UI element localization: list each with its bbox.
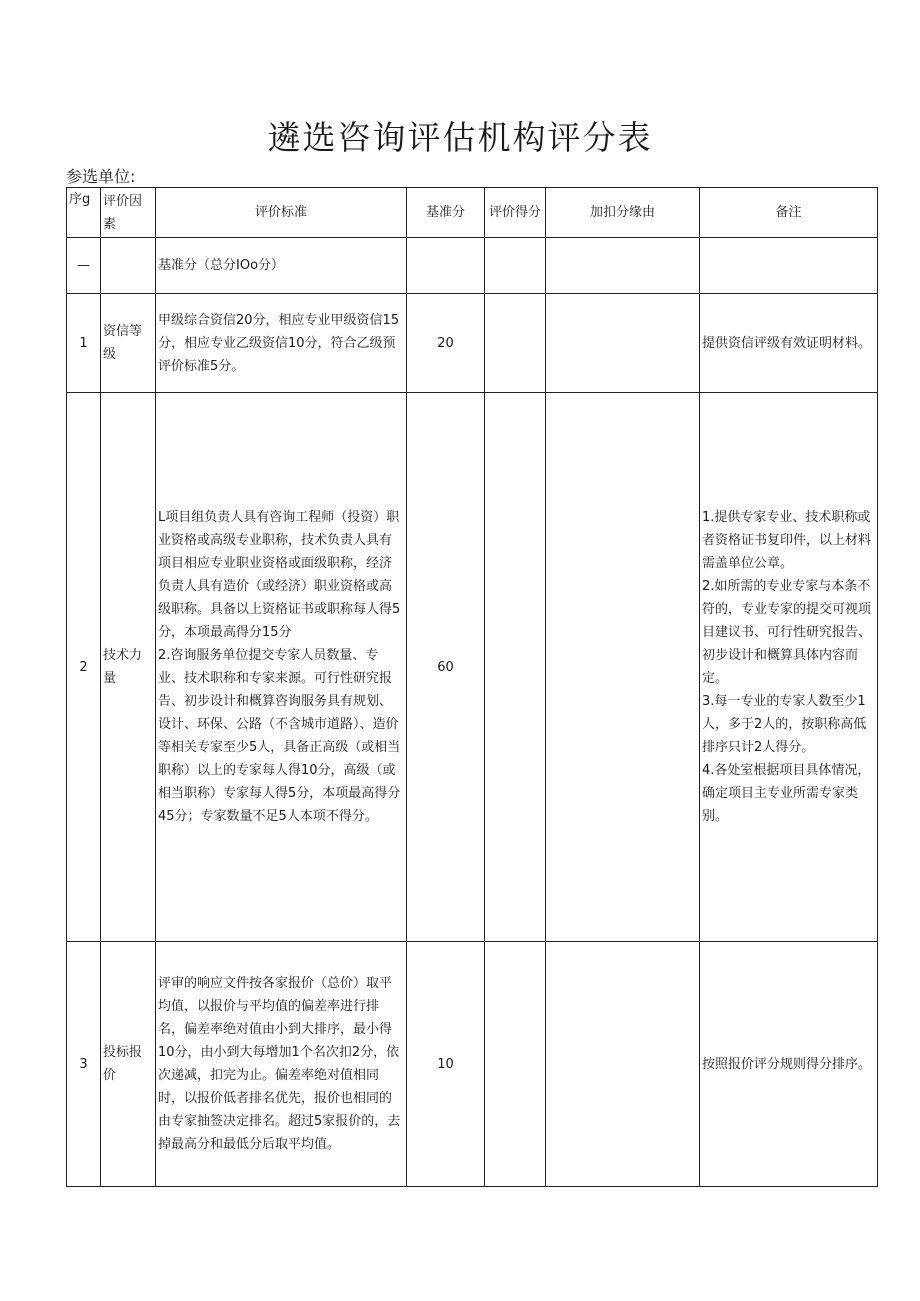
row-base-score (407, 238, 485, 294)
header-no: 序g (67, 188, 101, 238)
row-base-score: 20 (407, 294, 485, 393)
row-eval-score[interactable] (485, 294, 546, 393)
row-standard: 基准分（总分IOo分） (156, 238, 407, 294)
row-adjust-reason[interactable] (546, 942, 700, 1187)
row-adjust-reason[interactable] (546, 393, 700, 942)
table-row (67, 393, 878, 942)
row-factor: 资信等级 (101, 294, 156, 393)
row-remark: 1.提供专家专业、技术职称或者资格证书复印件，以上材料需盖单位公章。 2.如所需的专业专家与本条不符的，专业专家的提交可视项目建议书、可行性研究报告、初步设计和概算具体内容而定。 3.每一专业的专家人数至少1人，多于2人的，按职称高低排序只计2人得分。 4.各处室根据项目具体情况，确定项目主专业所需专家类别。 (700, 393, 878, 942)
row-factor: 技术力量 (101, 393, 156, 942)
row-standard: L项目组负责人具有咨询工程师（投资）职业资格或高级专业职称，技术负责人具有项目相应专业职业资格或面级职称，经济负责人具有造价（或经济）职业资格或高级职称。具备以上资格证书或职称每人得5分，本项最高得分15分 2.咨询服务单位提交专家人员数量、专业、技术职称和专家来源。可行性研究报告、初步设计和概算咨询服务具有规划、设计、环保、公路（不含城市道路）、造价等相关专家至少5人，具备正高级（或相当职称）以上的专家每人得10分，高级（或相当职称）专家每人得5分，本项最高得分45分；专家数量不足5人本项不得分。 (156, 393, 407, 942)
row-no: 3 (67, 942, 101, 1187)
row-eval-score[interactable] (485, 942, 546, 1187)
row-adjust-reason[interactable] (546, 238, 700, 294)
row-no: 2 (67, 393, 101, 942)
header-factor: 评价因素 (101, 188, 156, 238)
header-eval-score: 评价得分 (485, 188, 546, 238)
row-factor (101, 238, 156, 294)
row-adjust-reason[interactable] (546, 294, 700, 393)
header-row (67, 188, 878, 238)
header-remark: 备注 (700, 188, 878, 238)
row-remark (700, 238, 878, 294)
table-row (67, 238, 878, 294)
header-base-score: 基准分 (407, 188, 485, 238)
participant-unit-label: 参选单位: (66, 167, 136, 186)
row-standard: 评审的响应文件按各家报价（总价）取平均值，以报价与平均值的偏差率进行排名，偏差率绝对值由小到大排序，最小得10分，由小到大每增加1个名次扣2分，依次递减，扣完为止。偏差率绝对值相同时，以报价低者排名优先，报价也相同的由专家抽签决定排名。超过5家报价的，去掉最高分和最低分后取平均值。 (156, 942, 407, 1187)
row-base-score: 10 (407, 942, 485, 1187)
row-eval-score[interactable] (485, 393, 546, 942)
row-remark: 提供资信评级有效证明材料。 (700, 294, 878, 393)
table-row (67, 942, 878, 1187)
scoring-table (66, 187, 878, 1187)
header-standard: 评价标准 (156, 188, 407, 238)
row-no: — (67, 238, 101, 294)
row-no: 1 (67, 294, 101, 393)
row-factor: 投标报价 (101, 942, 156, 1187)
document-title: 遴选咨询评估机构评分表 (267, 118, 653, 157)
header-adjust-reason: 加扣分缘由 (546, 188, 700, 238)
table-row (67, 294, 878, 393)
row-remark: 按照报价评分规则得分排序。 (700, 942, 878, 1187)
row-base-score: 60 (407, 393, 485, 942)
row-eval-score[interactable] (485, 238, 546, 294)
row-standard: 甲级综合资信20分，相应专业甲级资信15分，相应专业乙级资信10分，符合乙级预评价标准5分。 (156, 294, 407, 393)
